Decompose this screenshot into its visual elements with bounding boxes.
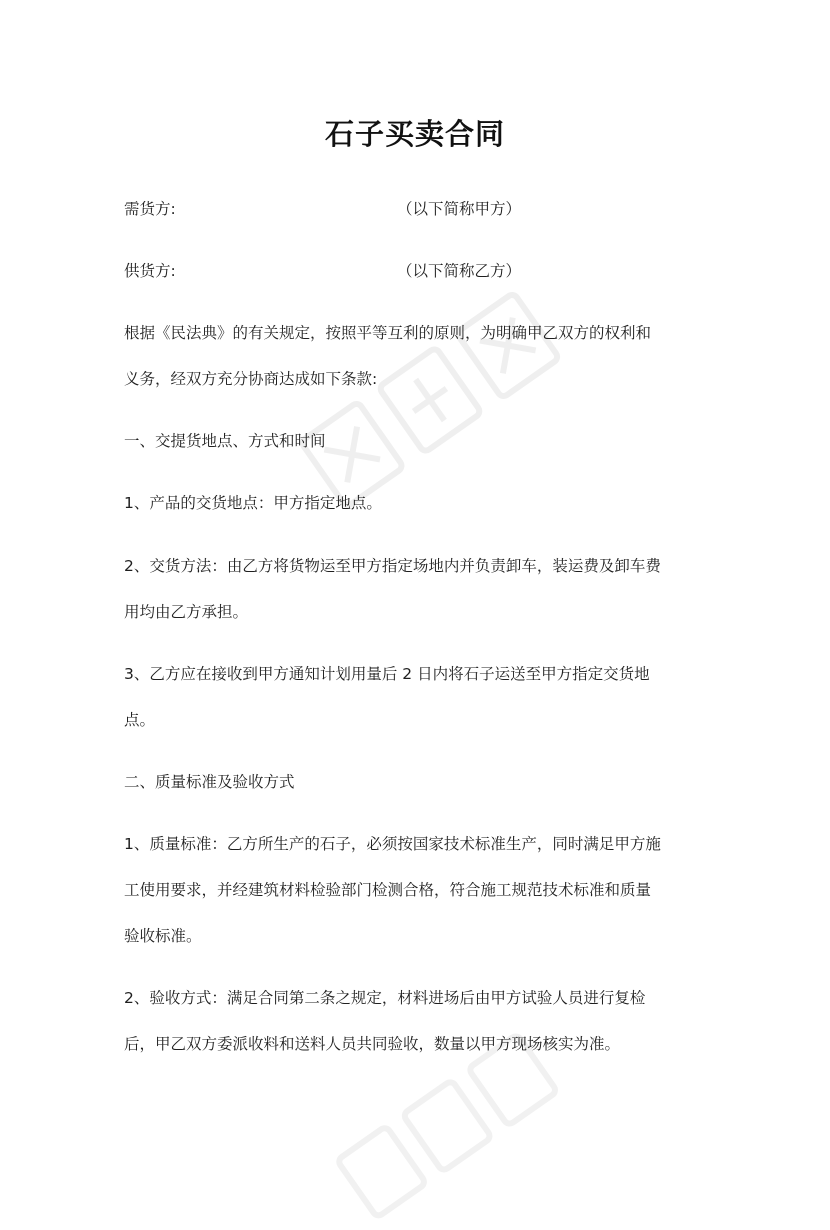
buyer-label: 需货方: <box>124 200 176 218</box>
section-2-item-1-line-3: 验收标准。 <box>124 927 202 945</box>
section-1-item-2-line-1: 2、交货方法：由乙方将货物运至甲方指定场地内并负责卸车，装运费及卸车费 <box>124 557 661 575</box>
section-1-item-3-line-2: 点。 <box>124 711 156 729</box>
contract-title: 石子买卖合同 <box>324 117 505 151</box>
section-2-heading: 二、质量标准及验收方式 <box>124 773 295 791</box>
section-1-heading: 一、交提货地点、方式和时间 <box>124 432 326 450</box>
buyer-note: （以下简称甲方） <box>397 200 522 218</box>
preamble-line-1: 根据《民法典》的有关规定，按照平等互利的原则，为明确甲乙双方的权利和 <box>124 324 652 342</box>
section-2-item-1-line-1: 1、质量标准：乙方所生产的石子，必须按国家技术标准生产，同时满足甲方施 <box>124 835 661 853</box>
preamble-line-2: 义务，经双方充分协商达成如下条款: <box>124 370 378 388</box>
seller-label: 供货方: <box>124 262 176 280</box>
section-1-item-1: 1、产品的交货地点：甲方指定地点。 <box>124 494 382 512</box>
seller-note: （以下简称乙方） <box>397 262 522 280</box>
section-2-item-1-line-2: 工使用要求，并经建筑材料检验部门检测合格，符合施工规范技术标准和质量 <box>124 881 652 899</box>
section-1-item-3-line-1: 3、乙方应在接收到甲方通知计划用量后 2 日内将石子运送至甲方指定交货地 <box>124 665 650 683</box>
section-2-item-2-line-1: 2、验收方式：满足合同第二条之规定，材料进场后由甲方试验人员进行复检 <box>124 989 646 1007</box>
section-1-item-2-line-2: 用均由乙方承担。 <box>124 603 249 621</box>
section-2-item-2-line-2: 后，甲乙双方委派收料和送料人员共同验收，数量以甲方现场核实为准。 <box>124 1035 621 1053</box>
watermark-logo-bottom <box>320 1030 580 1230</box>
